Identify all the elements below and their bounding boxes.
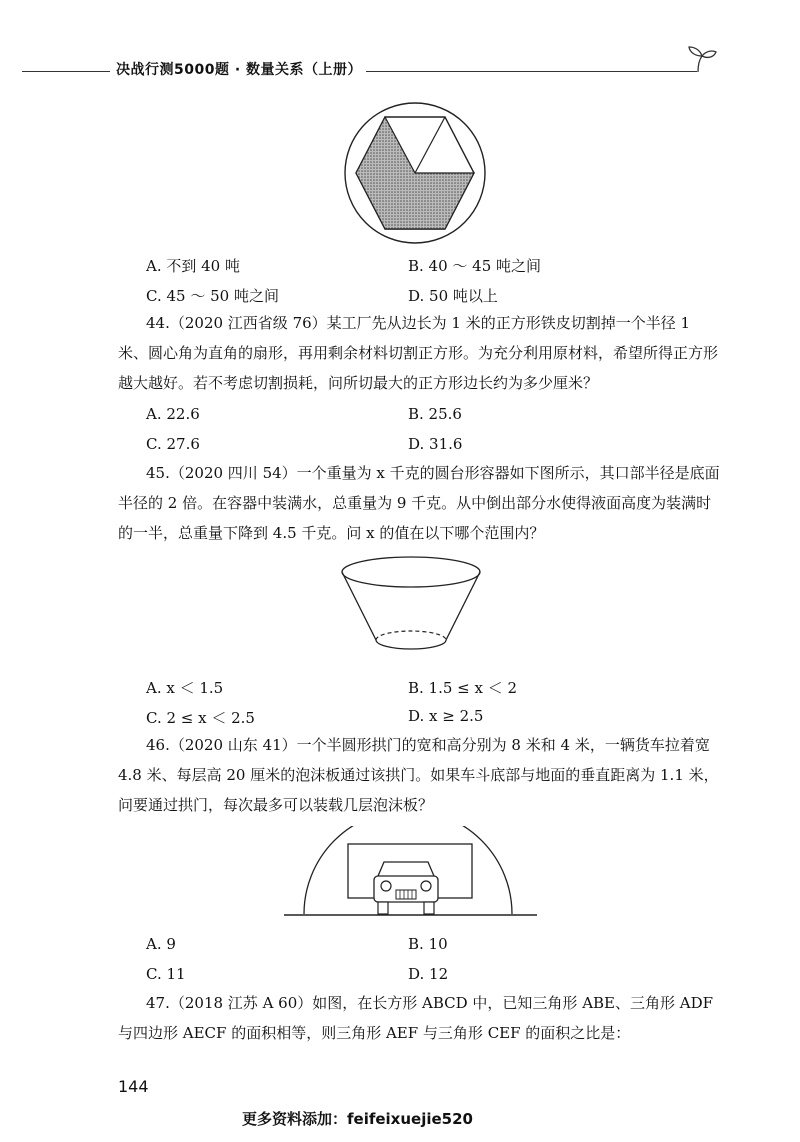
q46-option-b: B. 10 [408, 935, 448, 953]
q46-option-d: D. 12 [408, 965, 449, 983]
q45-option-a: A. x ＜ 1.5 [146, 679, 224, 697]
page-number: 144 [118, 1077, 149, 1096]
q43-option-d: D. 50 吨以上 [408, 287, 498, 305]
frustum-container-figure [336, 552, 486, 662]
header-rule-left [22, 71, 110, 72]
q46-option-a: A. 9 [146, 935, 176, 953]
q46-option-c: C. 11 [146, 965, 186, 983]
q45-option-c: C. 2 ≤ x ＜ 2.5 [146, 709, 255, 727]
footer-note: 更多资料添加：feifeixuejie520 [242, 1110, 473, 1128]
q44-text: 44.（2020 江西省级 76）某工厂先从边长为 1 米的正方形铁皮切割掉一个半径 1 米、圆心角为直角的扇形，再用剩余材料切割正方形。为充分利用原材料，希望所得正方形越大越好。若不考虑切割损耗，问所切最大的正方形边长约为多少厘米？ [118, 314, 719, 392]
q44-option-b: B. 25.6 [408, 405, 462, 423]
running-header [0, 56, 800, 86]
q45-option-b: B. 1.5 ≤ x ＜ 2 [408, 679, 518, 697]
q46-stem [118, 730, 722, 820]
q43-option-b: B. 40 ～ 45 吨之间 [408, 257, 542, 275]
q45-text: 45.（2020 四川 54）一个重量为 x 千克的圆台形容器如下图所示，其口部半径是底面半径的 2 倍。在容器中装满水，总重量为 9 千克。从中倒出部分水使得液面高度为装满时的一半，总重量下降到 4.5 千克。问 x 的值在以下哪个范围内？ [118, 464, 720, 542]
q44-option-a: A. 22.6 [146, 405, 200, 423]
q44-stem [118, 308, 722, 398]
sprout-icon [684, 42, 720, 74]
header-rule-right [352, 71, 697, 72]
q46-text: 46.（2020 山东 41）一个半圆形拱门的宽和高分别为 8 米和 4 米，一辆货车拉着宽 4.8 米、每层高 20 厘米的泡沫板通过该拱门。如果车斗底部与地面的垂直距离为 1.1 米，问要通过拱门，每次最多可以装载几层泡沫板？ [118, 736, 719, 814]
q43-option-c: C. 45 ～ 50 吨之间 [146, 287, 279, 305]
q45-stem [118, 458, 722, 548]
arch-truck-figure [282, 826, 540, 920]
q45-option-d: D. x ≥ 2.5 [408, 707, 484, 725]
q44-option-c: C. 27.6 [146, 435, 200, 453]
q43-option-a: A. 不到 40 吨 [146, 257, 240, 275]
circle-hexagon-figure [340, 98, 490, 248]
q47-text: 47.（2018 江苏 A 60）如图，在长方形 ABCD 中，已知三角形 ABE、三角形 ADF 与四边形 AECF 的面积相等，则三角形 AEF 与三角形 CEF 的面积之比是： [118, 994, 714, 1042]
book-title: 决战行测5000题 · 数量关系（上册） [112, 59, 366, 79]
q44-option-d: D. 31.6 [408, 435, 463, 453]
q47-stem [118, 988, 722, 1048]
